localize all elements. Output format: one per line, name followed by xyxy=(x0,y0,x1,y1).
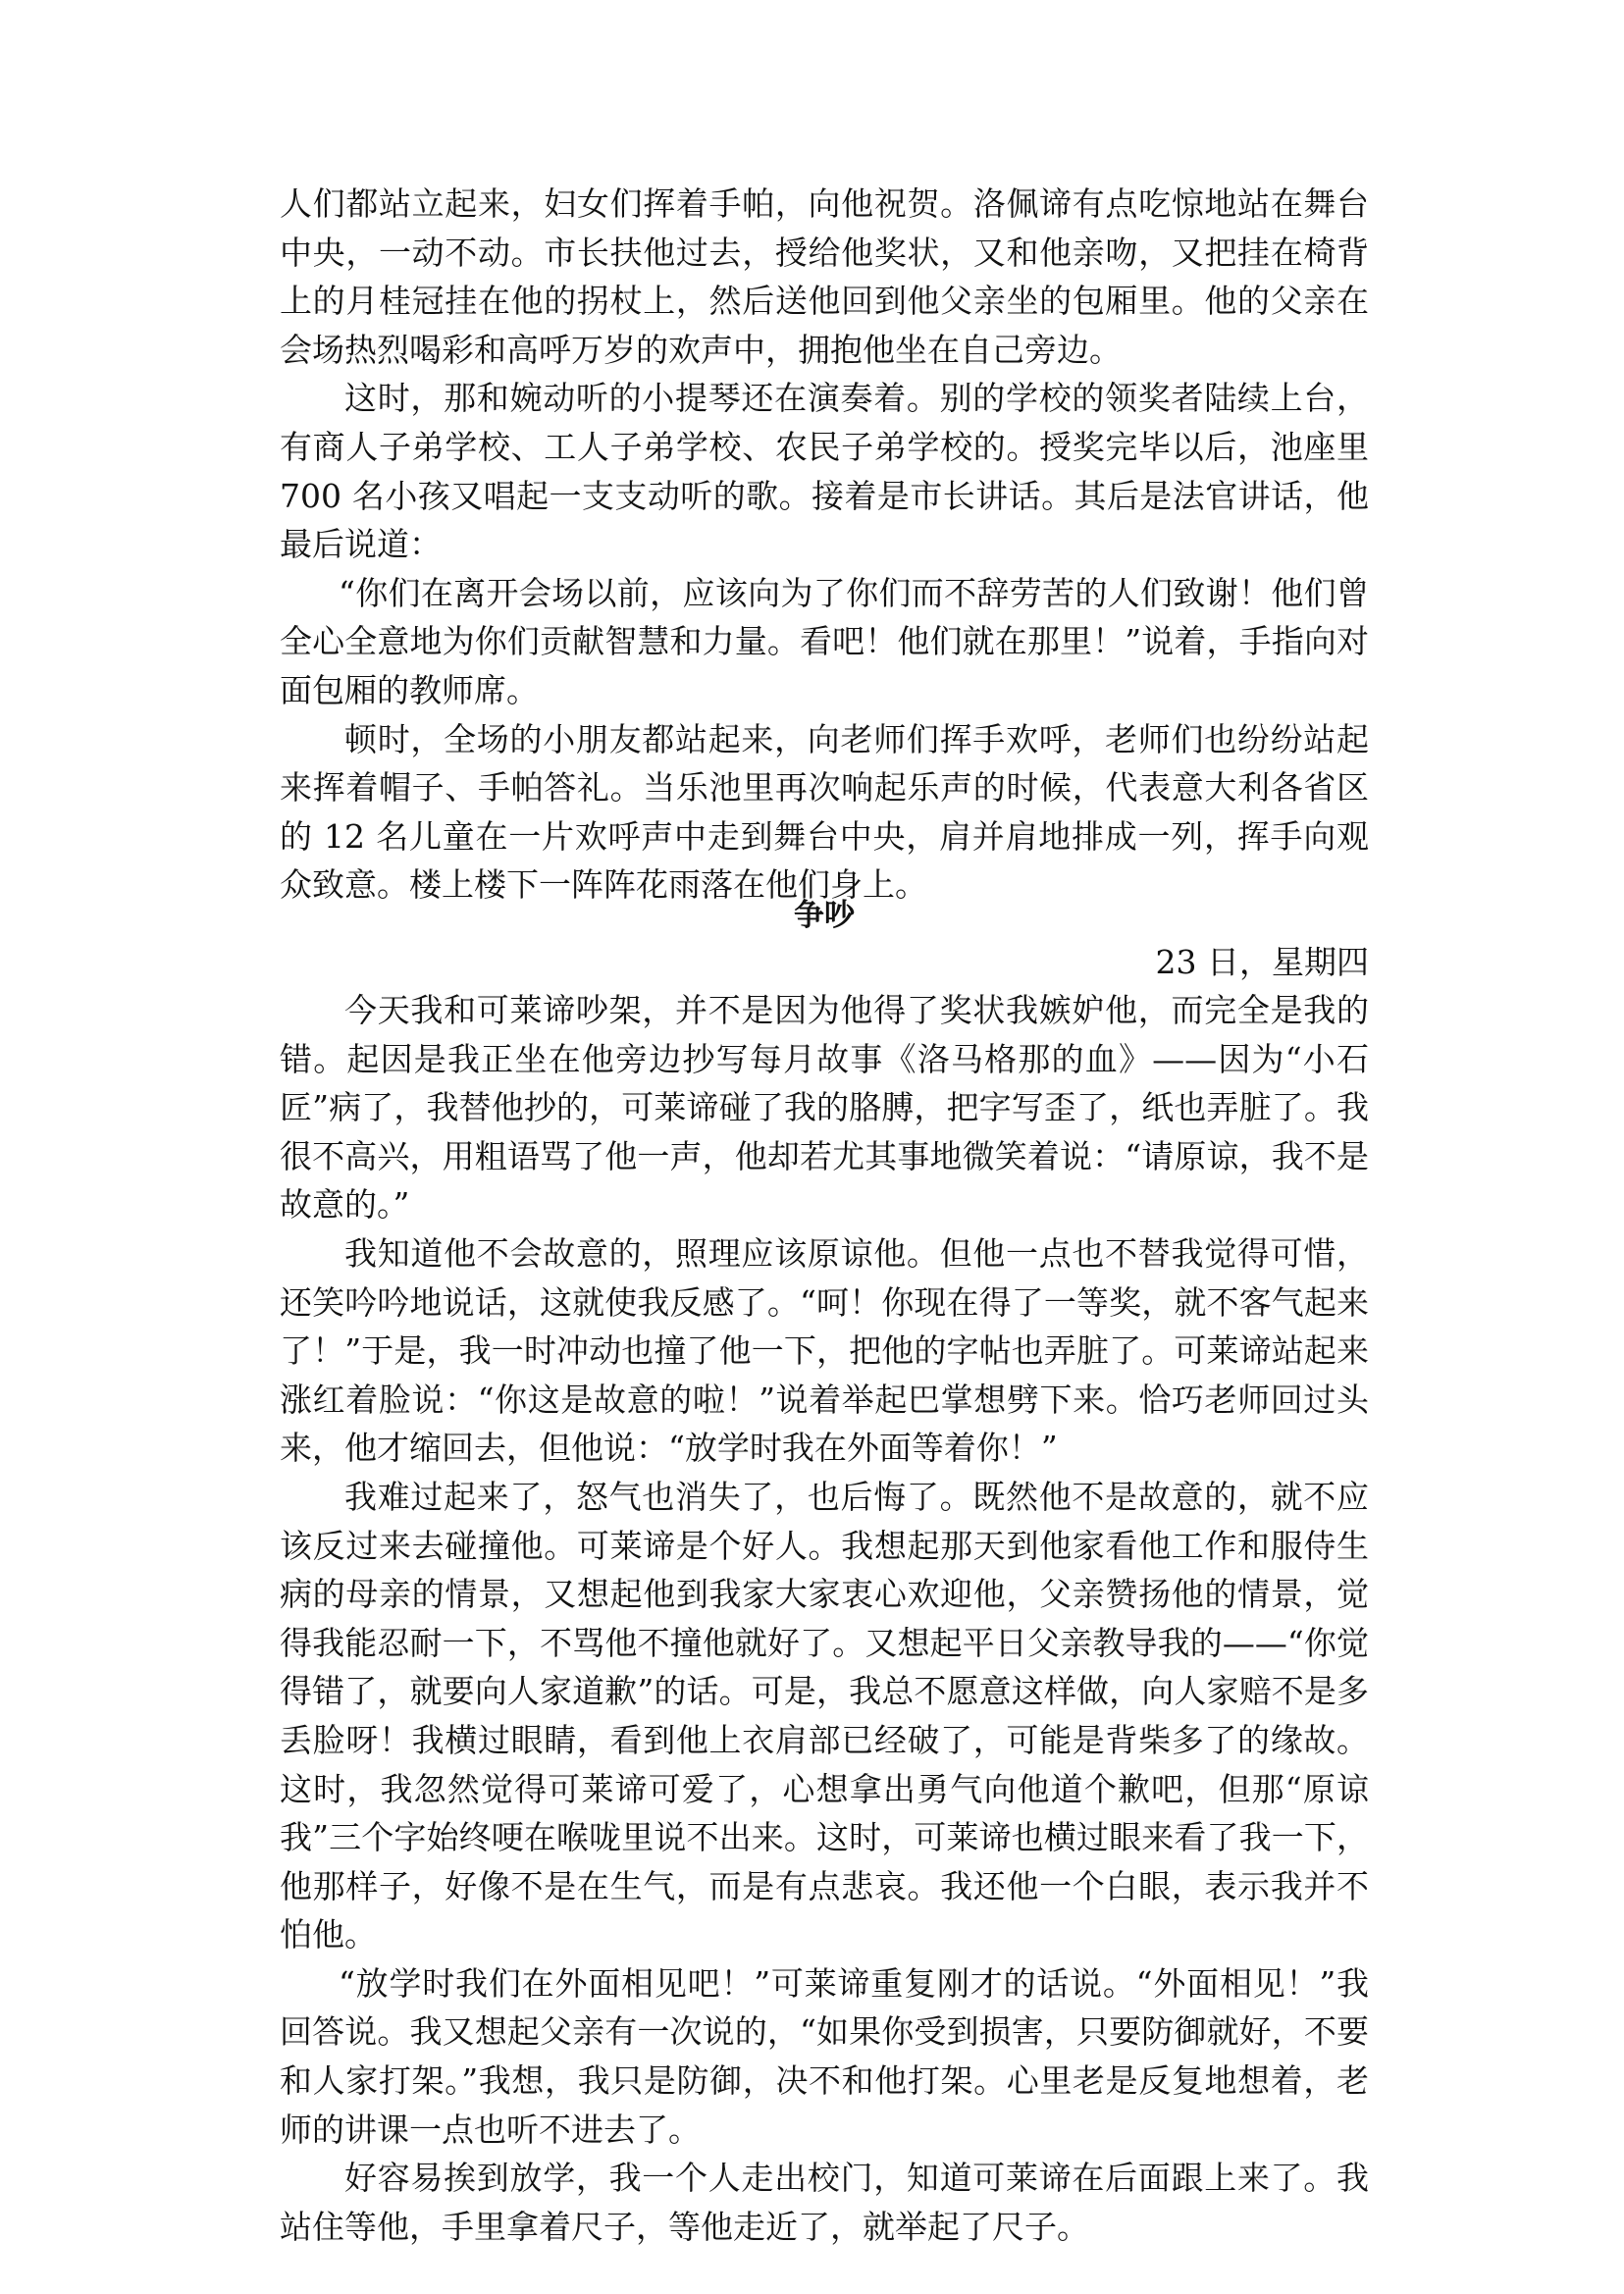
paragraph: 人们都站立起来，妇女们挥着手帕，向他祝贺。洛佩谛有点吃惊地站在舞台中央，一动不动。市长扶他过去，授给他奖状，又和他亲吻，又把挂在椅背上的月桂冠挂在他的拐杖上，然后送他回到他父亲坐的包厢里。他的父亲在会场热烈喝彩和高呼万岁的欢声中，拥抱他坐在自己旁边。 xyxy=(280,184,1369,369)
chapter-body xyxy=(280,986,1369,2251)
previous-chapter-ending xyxy=(280,180,1369,910)
paragraph: 今天我和可莱谛吵架，并不是因为他得了奖状我嫉妒他，而完全是我的错。起因是我正坐在他旁边抄写每月故事《洛马格那的血》——因为“小石匠”病了，我替他抄的，可莱谛碰了我的胳膊，把字写歪了，纸也弄脏了。我很不高兴，用粗语骂了他一声，他却若尤其事地微笑着说：“请原谅，我不是故意的。” xyxy=(280,991,1369,1225)
chapter-date: 23 日，星期四 xyxy=(1155,943,1369,981)
paragraph: 我难过起来了，怒气也消失了，也后悔了。既然他不是故意的，就不应该反过来去碰撞他。可莱谛是个好人。我想起那天到他家看他工作和服侍生病的母亲的情景，又想起他到我家大家衷心欢迎他，父亲赞扬他的情景，觉得我能忍耐一下，不骂他不撞他就好了。又想起平日父亲教导我的——“你觉得错了，就要向人家道歉”的话。可是，我总不愿意这样做，向人家赔不是多丢脸呀！我横过眼睛，看到他上衣肩部已经破了，可能是背柴多了的缘故。这时，我忽然觉得可莱谛可爱了，心想拿出勇气向他道个歉吧，但那“原谅我”三个字始终哽在喉咙里说不出来。这时，可莱谛也横过眼来看了我一下，他那样子，好像不是在生气，而是有点悲哀。我还他一个白眼，表示我并不怕他。 xyxy=(280,1477,1369,1955)
paragraph: 顿时，全场的小朋友都站起来，向老师们挥手欢呼，老师们也纷纷站起来挥着帽子、手帕答礼。当乐池里再次响起乐声的时候，代表意大利各省区的 12 名儿童在一片欢呼声中走到舞台中央，肩并肩地排成一列，挥手向观众致意。楼上楼下一阵阵花雨落在他们身上。 xyxy=(280,719,1369,905)
paragraph: “你们在离开会场以前，应该向为了你们而不辞劳苦的人们致谢！他们曾全心全意地为你们贡献智慧和力量。看吧！他们就在那里！”说着，手指向对面包厢的教师席。 xyxy=(280,573,1369,709)
paragraph: 好容易挨到放学，我一个人走出校门，知道可莱谛在后面跟上来了。我站住等他，手里拿着尺子，等他走近了，就举起了尺子。 xyxy=(280,2159,1369,2246)
chapter-title: 争吵 xyxy=(794,898,855,933)
paragraph: 这时，那和婉动听的小提琴还在演奏着。别的学校的领奖者陆续上台，有商人子弟学校、工人子弟学校、农民子弟学校的。授奖完毕以后，池座里 700 名小孩又唱起一支支动听的歌。接着是市长讲话。其后是法官讲话，他最后说道： xyxy=(280,379,1369,564)
paragraph: “放学时我们在外面相见吧！”可莱谛重复刚才的话说。“外面相见！”我回答说。我又想起父亲有一次说的，“如果你受到损害，只要防御就好，不要和人家打架。”我想，我只是防御，决不和他打架。心里老是反复地想着，老师的讲课一点也听不进去了。 xyxy=(280,1963,1369,2149)
paragraph: 我知道他不会故意的，照理应该原谅他。但他一点也不替我觉得可惜，还笑吟吟地说话，这就使我反感了。“呵！你现在得了一等奖，就不客气起来了！”于是，我一时冲动也撞了他一下，把他的字帖也弄脏了。可莱谛站起来涨红着脸说：“你这是故意的啦！”说着举起巴掌想劈下来。恰巧老师回过头来，他才缩回去，但他说：“放学时我在外面等着你！” xyxy=(280,1233,1369,1468)
